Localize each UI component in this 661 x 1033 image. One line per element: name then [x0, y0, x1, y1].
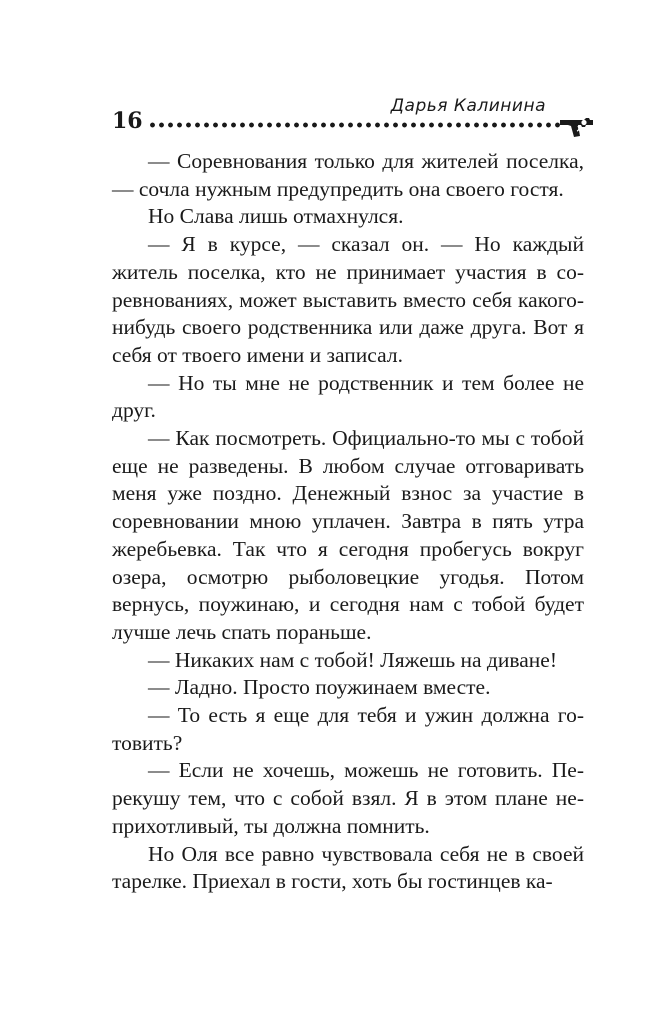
paragraph-2: Но Слава лишь отмахнулся.: [148, 204, 404, 229]
page-number: 16: [112, 108, 143, 134]
body-text: [112, 148, 584, 896]
page-header: [112, 96, 596, 140]
paragraph-10: Но Оля все равно чувствовала себя не в своей тарелке. Приехал в гости, хоть бы гостинцев ка-: [112, 841, 584, 894]
paragraph-6: — Никаких нам с тобой! Ляжешь на диване!: [148, 647, 557, 672]
running-title: Дарья Калинина: [390, 96, 546, 116]
paragraph-3: — Я в курсе, — сказал он. — Но каждый житель поселка, кто не принимает участия в соревнованиях, может выставить вместо себя какого-нибудь своего родственника или даже друга. Вот я себя от твоего имени и записал.: [112, 232, 584, 367]
paragraph-7: — Ладно. Просто поужинаем вместе.: [148, 675, 491, 700]
paragraph-1: — Соревнования только для жителей поселка, — сочла нужным предупредить она своего гостя.: [112, 149, 584, 201]
paragraph-9: — Если не хочешь, можешь не готовить. Перекушу тем, что с собой взял. Я в этом плане неприхотливый, ты должна помнить.: [112, 758, 584, 838]
paragraph-8: — То есть я еще для тебя и ужин должна готовить?: [112, 703, 584, 755]
paragraph-5: — Как посмотреть. Официально-то мы с тобой еще не разведены. В любом случае отговаривать меня уже поздно. Денежный взнос за участие в соревновании мною уплачен. Завтра в пять утра жеребьевка. Так что я сегодня пробегусь вокруг озера, осмотрю рыболовецкие угодья. Потом вернусь, поужинаю, и сегодня нам с тобой будет лучше лечь спать пораньше.: [112, 426, 584, 644]
revolver-icon: [558, 114, 596, 140]
dot-leader: [148, 122, 564, 128]
paragraph-4: — Но ты мне не родственник и тем более не друг.: [112, 370, 584, 423]
